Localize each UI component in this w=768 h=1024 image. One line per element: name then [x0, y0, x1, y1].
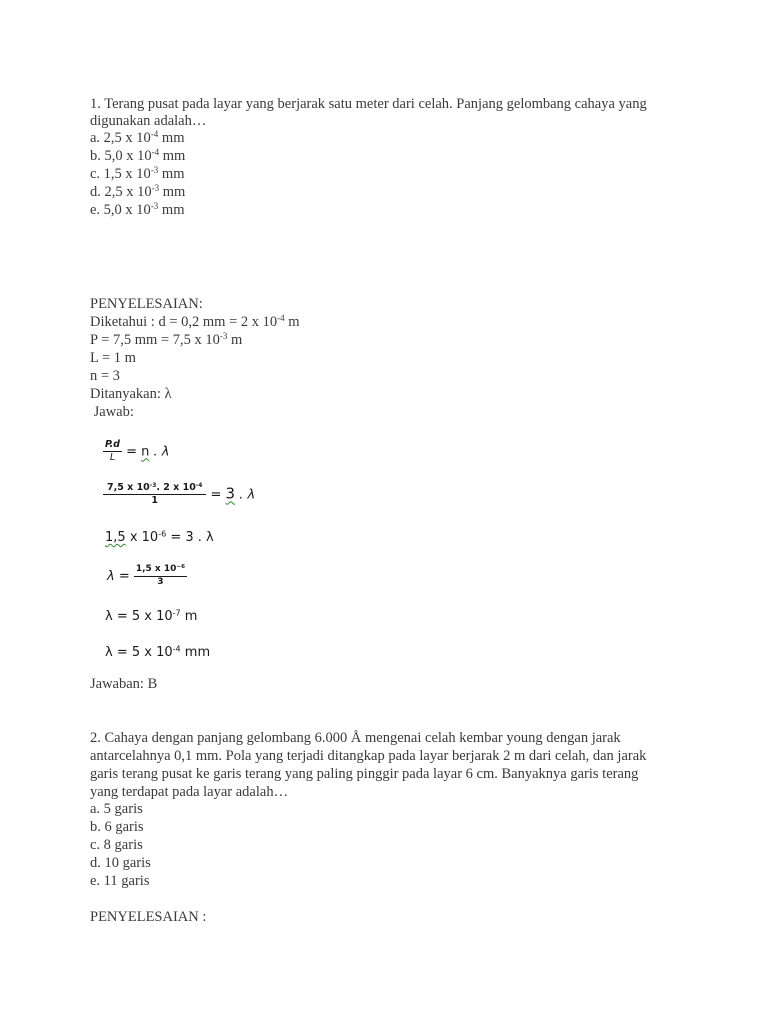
- solution-1-heading: PENYELESAIAN:: [90, 296, 203, 312]
- equation-3: 1,5 x $10^{-6} = 3$ . λ: [105, 529, 214, 545]
- eq1-numerator: P.d: [103, 440, 122, 452]
- answer-label: Jawab:: [90, 404, 134, 420]
- eq2-denominator: 1: [151, 495, 158, 507]
- q2-option-c: c. 8 garis: [90, 837, 143, 853]
- q1-option-e: e. 5,0 x $10^{-3}$ mm: [90, 201, 185, 218]
- known-p: P = 7,5 mm = 7,5 x $10^{-3}$ m: [90, 331, 243, 348]
- q2-option-a: a. 5 garis: [90, 801, 143, 817]
- equation-2: $\frac{7,5 x 10^{-3}. 2 x 10^{-4}}{1}$ = 3 . λ: [103, 483, 255, 507]
- solution-2-heading: PENYELESAIAN :: [90, 909, 207, 925]
- q1-option-b: b. 5,0 x $10^{-4}$ mm: [90, 147, 186, 164]
- asked: Ditanyakan: λ: [90, 386, 172, 402]
- known-d: Diketahui : d = 0,2 mm = 2 x $10^{-4}$ m: [90, 313, 300, 330]
- eq2-numerator: 7,5 x $10^{-3}$. 2 x $10^{-4}$: [103, 483, 206, 495]
- equation-4: λ = $\frac{1,5 x 10^{-6}}{3}$: [107, 563, 185, 587]
- q2-option-d: d. 10 garis: [90, 855, 151, 871]
- q2-line-1: 2. Cahaya dengan panjang gelombang 6.000 Å mengenai celah kembar young dengan jarak: [90, 730, 621, 746]
- q2-line-3: garis terang pusat ke garis terang yang paling pinggir pada layar 6 cm. Banyaknya garis terang: [90, 766, 639, 782]
- q1-option-d: d. 2,5 x $10^{-3}$ mm: [90, 183, 186, 200]
- q1-question-line-1: 1. Terang pusat pada layar yang berjarak satu meter dari celah. Panjang gelombang cahaya yang: [90, 96, 647, 112]
- final-answer: Jawaban: B: [90, 676, 158, 692]
- eq4-numerator: 1,5 x $10^{-6}$: [134, 565, 187, 577]
- equation-6: λ = 5 x $10^{-4}$ mm: [105, 644, 211, 660]
- q1-option-a: a. 2,5 x $10^{-4}$ mm: [90, 129, 185, 146]
- equation-1: $\frac{P.d}{L}$ = n . λ: [105, 439, 170, 464]
- known-l: L = 1 m: [90, 350, 136, 366]
- equation-5: λ = 5 x $10^{-7}$ m: [105, 608, 198, 624]
- q1-question-line-2: digunakan adalah…: [90, 113, 207, 129]
- q1-option-c: c. 1,5 x $10^{-3}$ mm: [90, 165, 185, 182]
- q2-line-2: antarcelahnya 0,1 mm. Pola yang terjadi ditangkap pada layar berjarak 2 m dari celah, dan jarak: [90, 748, 647, 764]
- eq4-denominator: 3: [157, 576, 164, 587]
- q2-option-b: b. 6 garis: [90, 819, 144, 835]
- q2-option-e: e. 11 garis: [90, 873, 150, 889]
- known-n: n = 3: [90, 368, 120, 384]
- q2-line-4: yang terdapat pada layar adalah…: [90, 784, 289, 800]
- eq1-denominator: L: [109, 452, 116, 464]
